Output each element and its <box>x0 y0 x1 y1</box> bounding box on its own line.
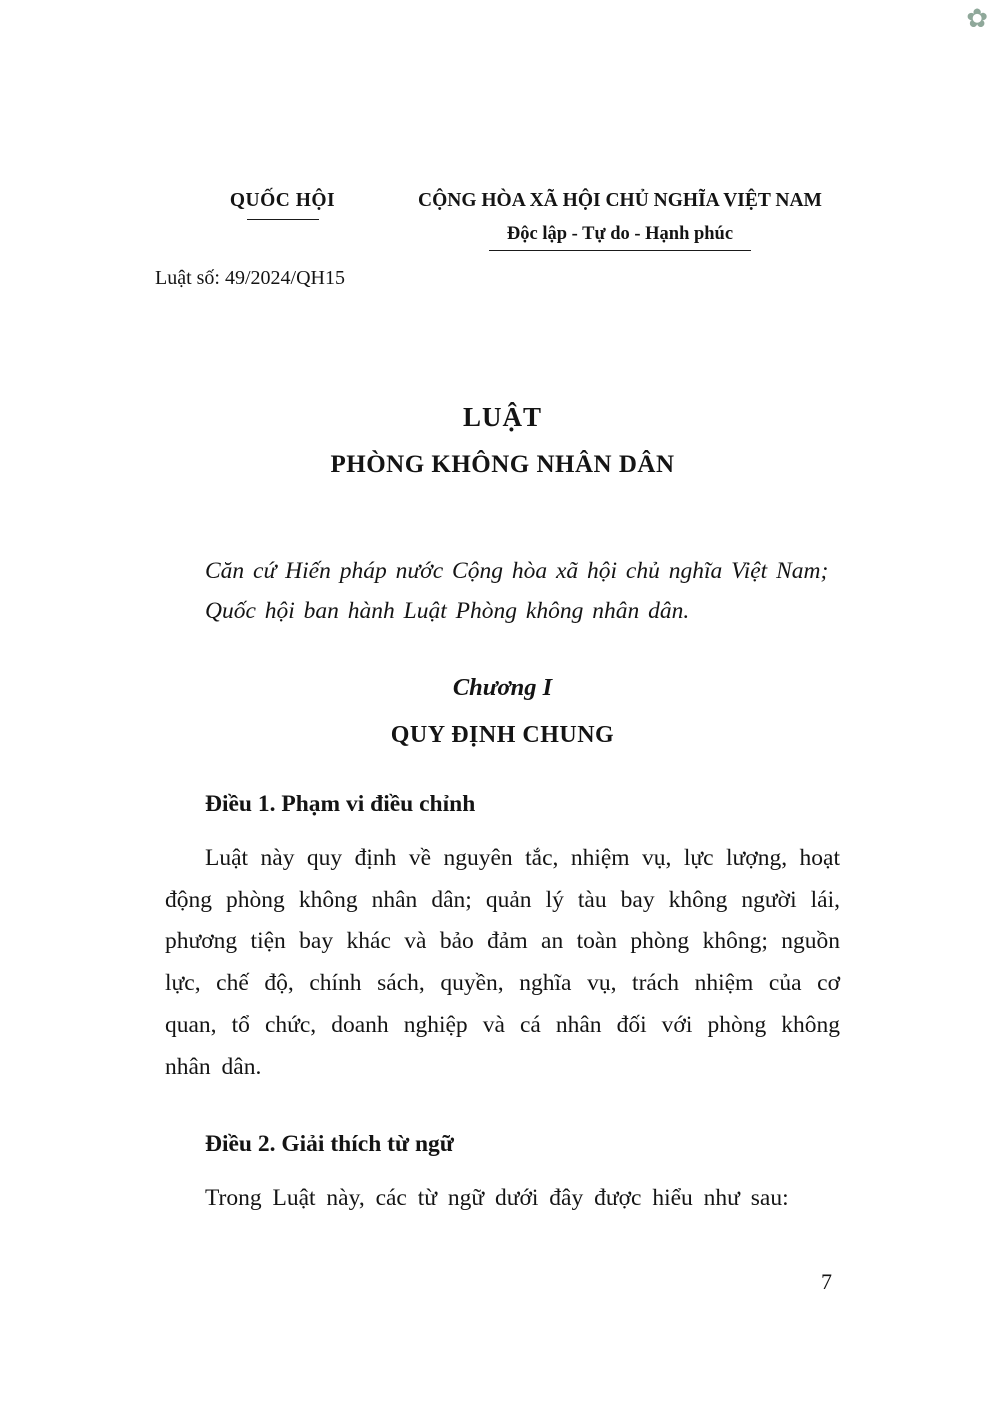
law-number: Luật số: 49/2024/QH15 <box>155 267 345 289</box>
law-title-line2: PHÒNG KHÔNG NHÂN DÂN <box>330 451 675 478</box>
issuing-body-rule <box>247 219 319 220</box>
article-1-body: Luật này quy định về nguyên tắc, nhiệm vụ, lực lượng, hoạt động phòng không nhân dân; quản lý tàu bay không người lái, phương tiện bay khác và bảo đảm an toàn phòng không; nguồn lực, chế độ, chính sách, quyền, nghĩa vụ, trách nhiệm của cơ quan, tổ chức, doanh nghiệp và cá nhân đối với phòng không nhân dân. <box>165 844 840 1080</box>
issuing-body-block <box>165 190 400 220</box>
national-title: CỘNG HÒA XÃ HỘI CHỦ NGHĨA VIỆT NAM <box>418 190 822 211</box>
page-number: 7 <box>821 1269 832 1294</box>
article-2 <box>165 1131 840 1220</box>
national-motto: Độc lập - Tự do - Hạnh phúc <box>506 224 734 244</box>
preamble <box>165 551 840 632</box>
law-title-block <box>165 402 840 479</box>
issuing-body-title: QUỐC HỘI <box>229 190 336 211</box>
article-1 <box>165 791 840 1089</box>
preamble-line1: Căn cứ Hiến pháp nước Cộng hòa xã hội chủ nghĩa Việt Nam; <box>205 558 829 584</box>
law-title-line1: LUẬT <box>462 402 542 432</box>
chapter-block <box>165 674 840 749</box>
national-motto-block <box>400 190 840 251</box>
document-header <box>165 190 840 251</box>
flower-icon: ✿ <box>966 4 988 33</box>
national-motto-rule <box>489 250 751 251</box>
chapter-label: Chương I <box>452 673 553 701</box>
article-1-heading: Điều 1. Phạm vi điều chỉnh <box>205 790 476 817</box>
article-2-body: Trong Luật này, các từ ngữ dưới đây được hiểu như sau: <box>205 1184 789 1211</box>
preamble-line2: Quốc hội ban hành Luật Phòng không nhân dân. <box>205 598 690 625</box>
article-2-heading: Điều 2. Giải thích từ ngữ <box>205 1130 454 1157</box>
chapter-title: QUY ĐỊNH CHUNG <box>390 721 615 748</box>
